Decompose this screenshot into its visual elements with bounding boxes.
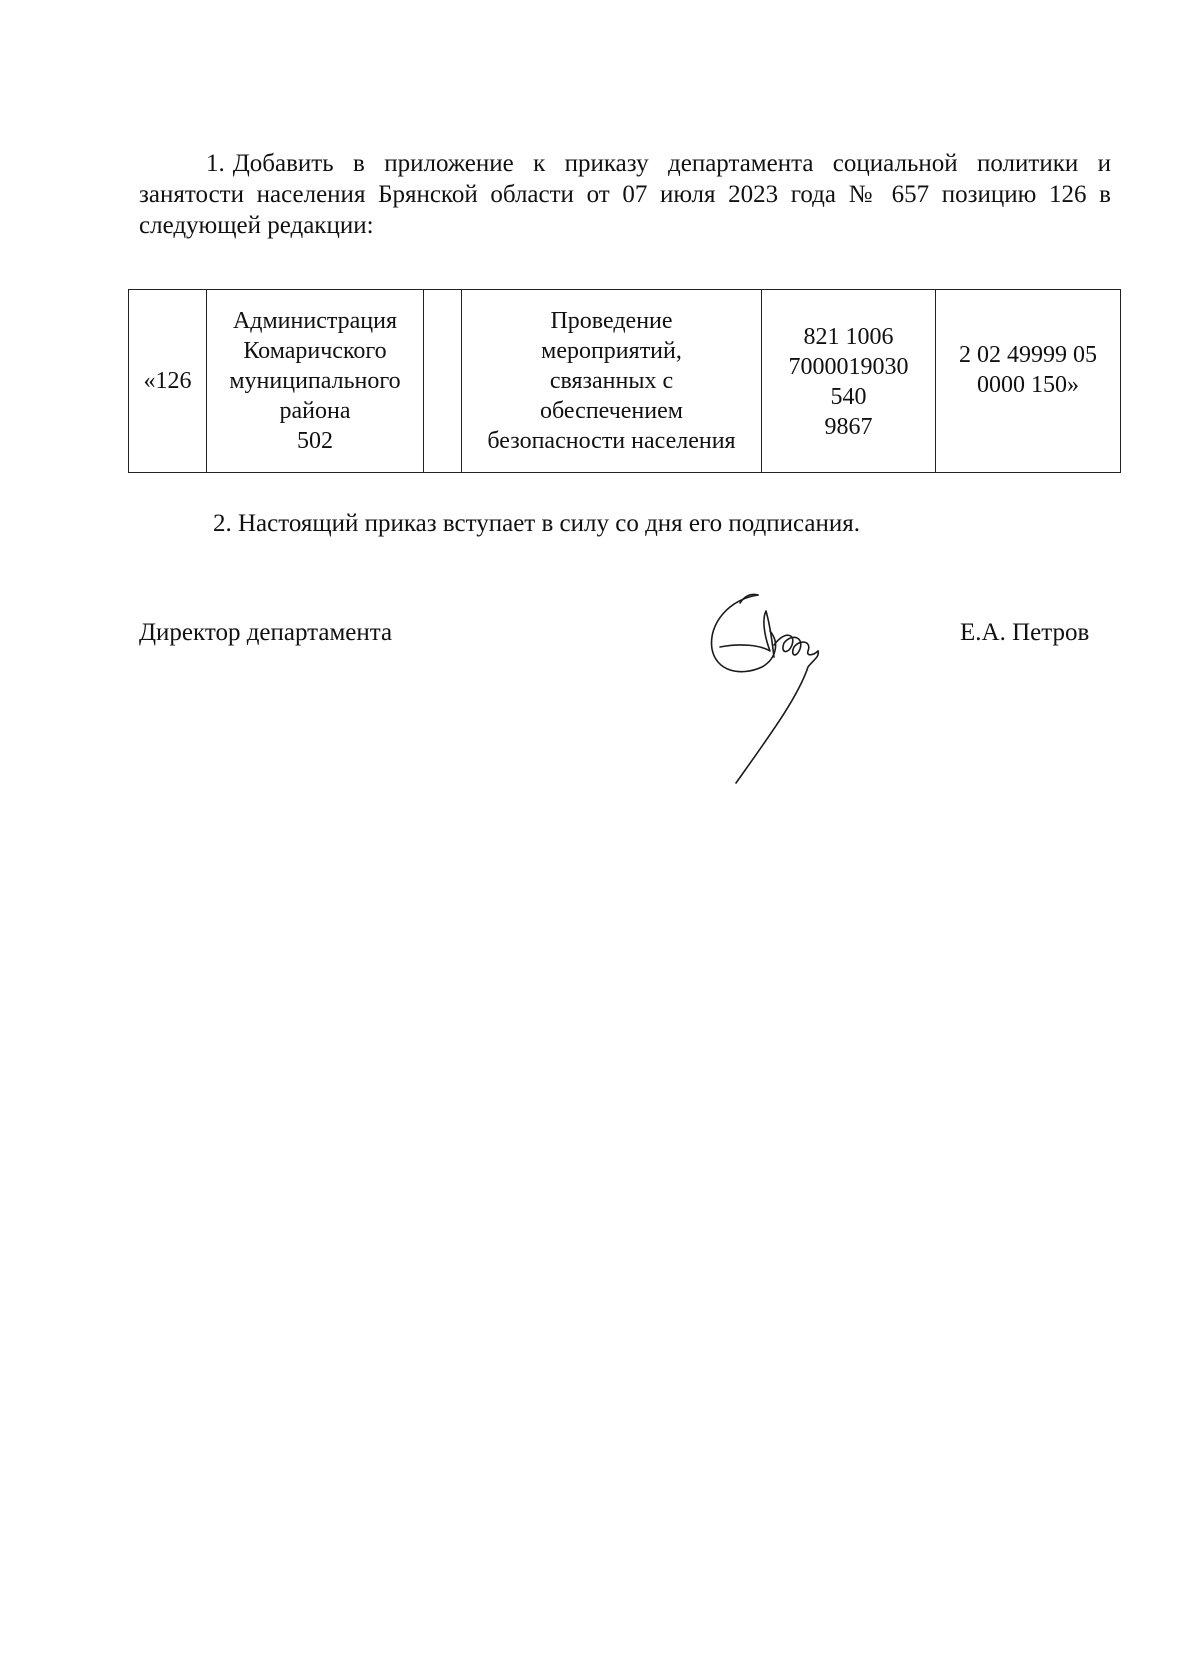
empty-cell: [424, 290, 462, 473]
organization-cell: [207, 290, 424, 473]
organization-line: муниципального: [229, 368, 401, 394]
activity-cell: [462, 290, 762, 473]
item-1-text: Добавить в приложение к приказу департамента социальной политики и занятости населения Брянской области от 07 июля 2023 года № 657 позицию 126 в следующей редакции:: [139, 150, 1111, 239]
position-table: [128, 289, 1121, 473]
handwritten-signature: [700, 585, 860, 795]
revenue-code-line: 0000 150»: [977, 372, 1079, 398]
budget-code-line: 9867: [824, 414, 873, 440]
activity-line: безопасности населения: [487, 428, 736, 454]
organization-line: Администрация: [232, 308, 398, 334]
activity-line: обеспечением: [540, 398, 683, 424]
position-number-cell: [129, 290, 207, 473]
item-1-paragraph: [139, 148, 1111, 241]
organization-line: Комаричского: [243, 338, 387, 364]
budget-code-line: 540: [830, 384, 867, 410]
activity-line: Проведение: [550, 308, 673, 334]
budget-code-line: 821 1006: [803, 324, 894, 350]
budget-code-cell: [762, 290, 936, 473]
table-row: [129, 290, 1121, 473]
item-1-number: 1.: [206, 150, 225, 177]
organization-line: района: [279, 398, 351, 424]
signer-name: Е.А. Петров: [960, 619, 1090, 646]
budget-code-line: 7000019030: [788, 354, 909, 380]
activity-line: связанных с: [549, 368, 674, 394]
revenue-code-cell: [936, 290, 1121, 473]
activity-line: мероприятий,: [541, 338, 682, 364]
item-2-paragraph: 2. Настоящий приказ вступает в силу со дня его подписания.: [213, 510, 861, 537]
revenue-code-line: 2 02 49999 05: [959, 342, 1097, 368]
position-number: «126: [143, 368, 192, 394]
organization-code: 502: [297, 428, 333, 454]
signer-title: Директор департамента: [139, 619, 393, 646]
